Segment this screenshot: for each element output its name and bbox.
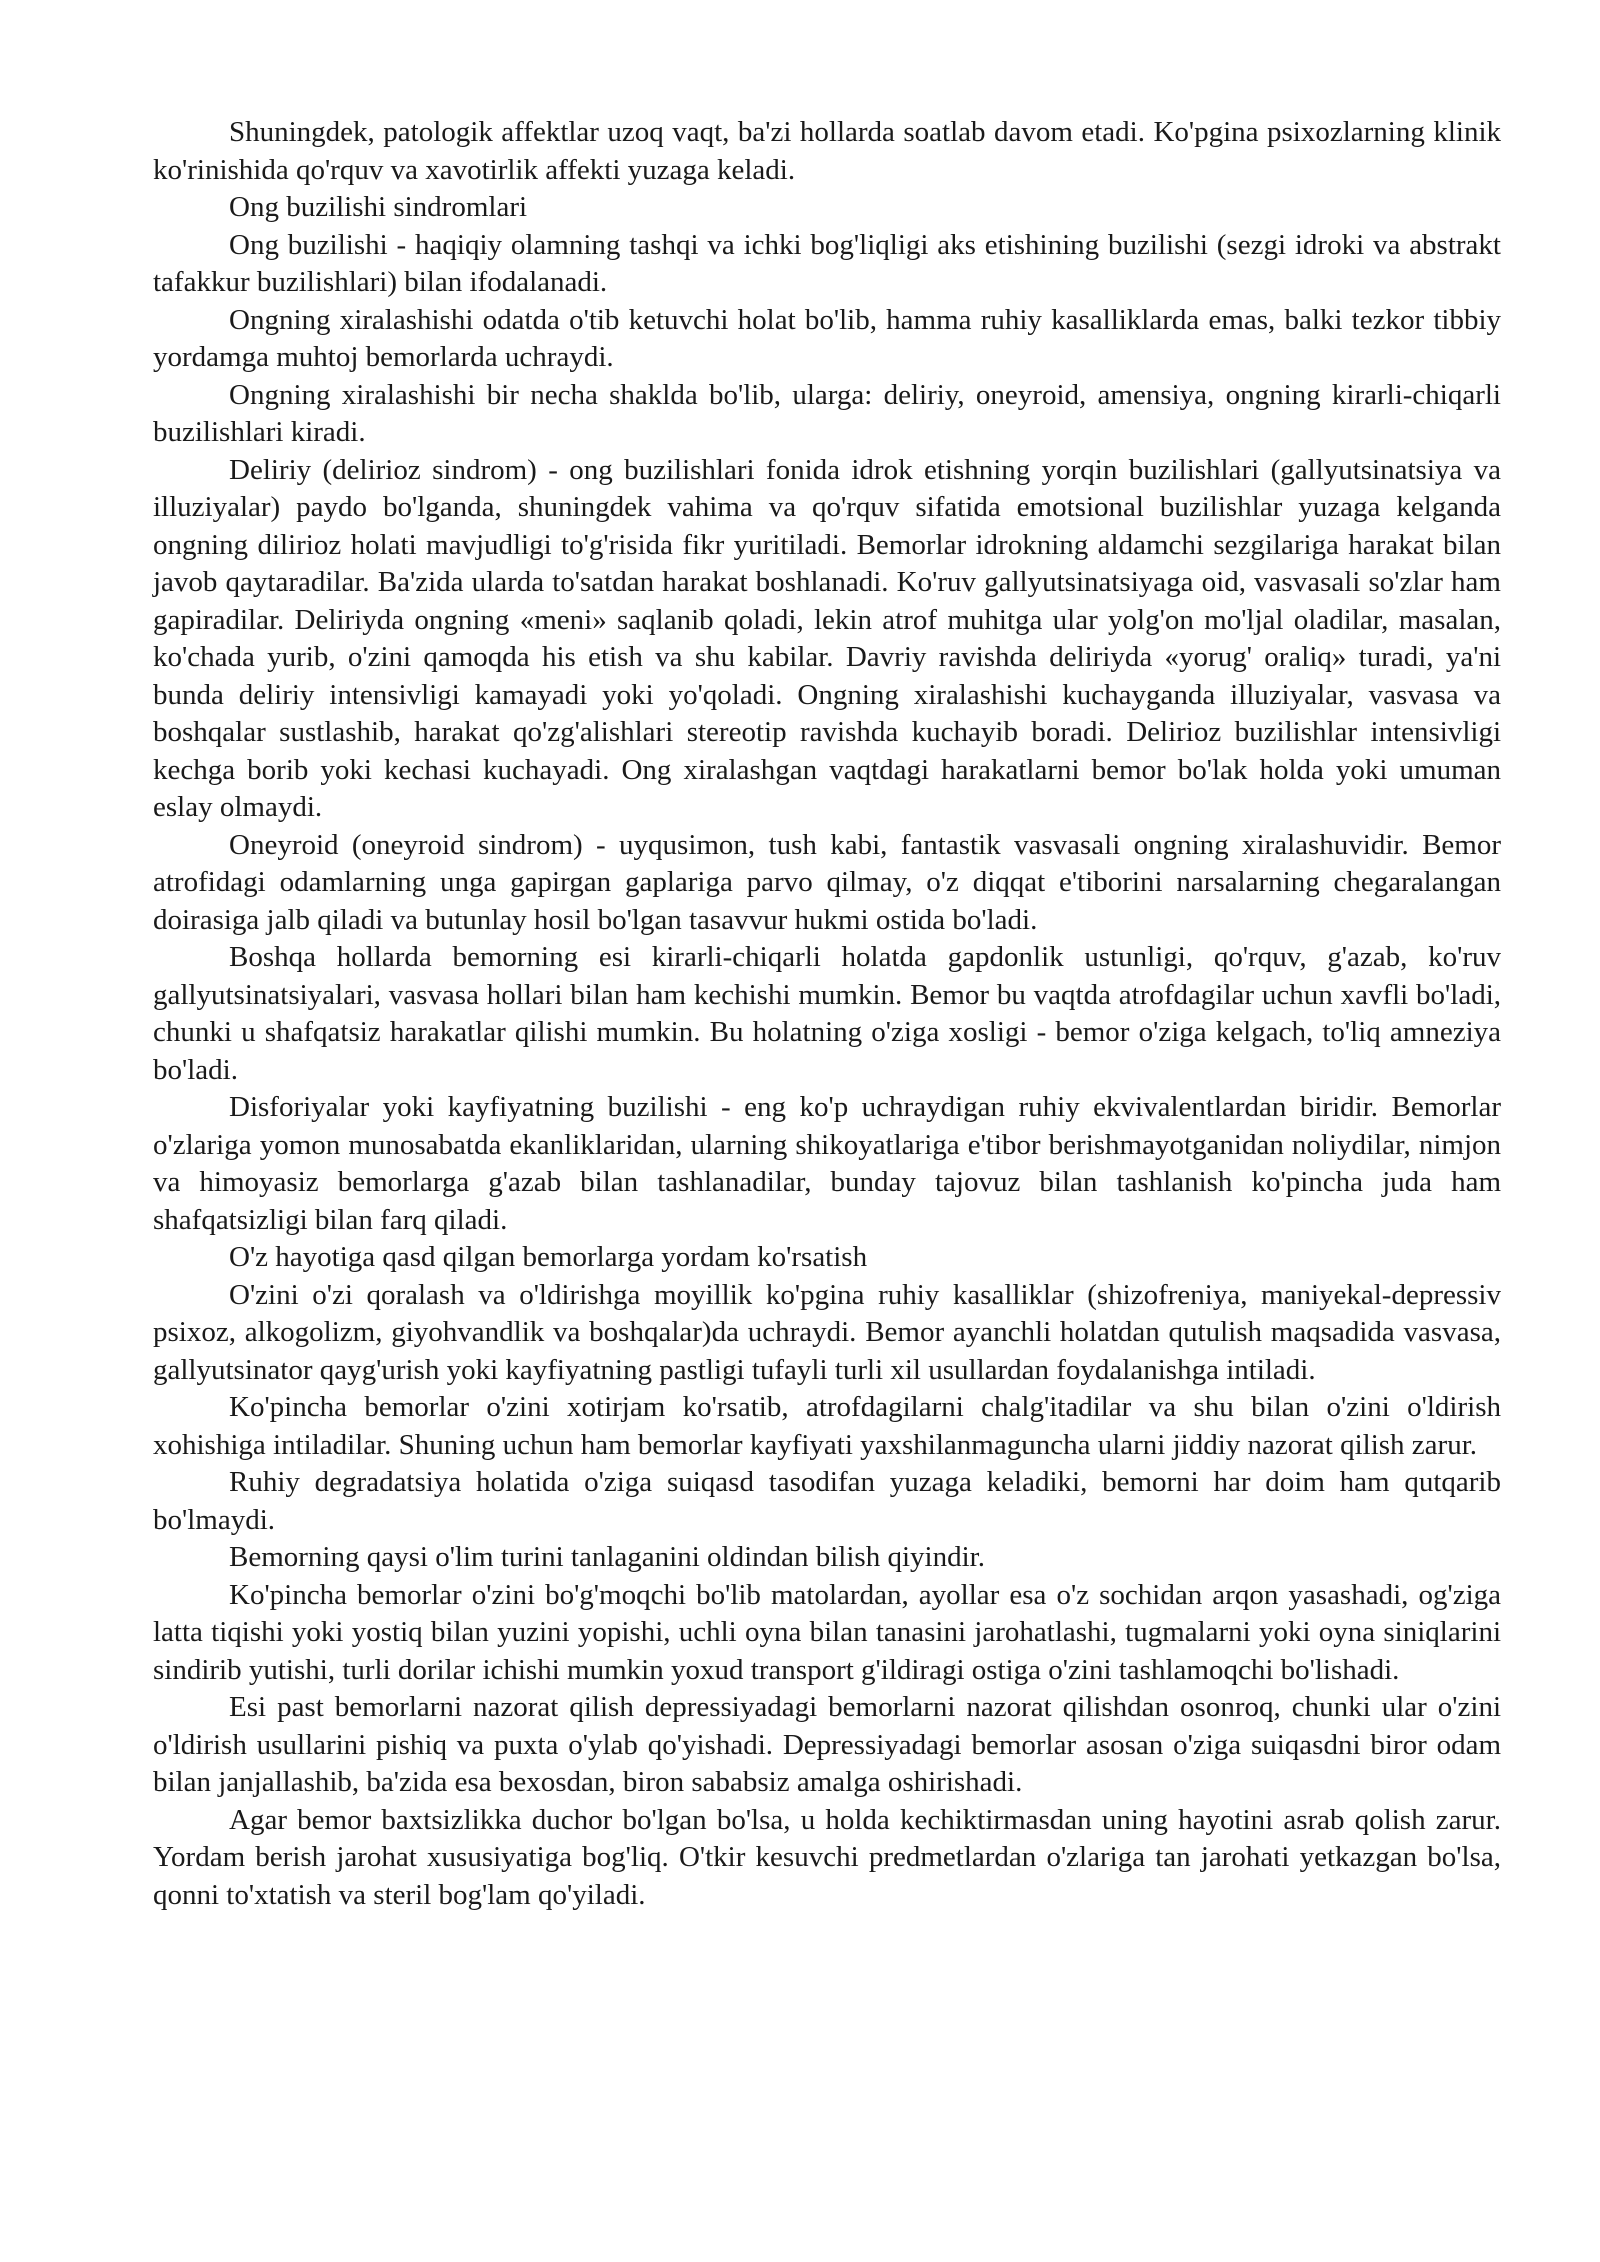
section-heading: O'z hayotiga qasd qilgan bemorlarga yordam ko'rsatish — [229, 1241, 868, 1273]
section-heading: Ong buzilishi sindromlari — [229, 191, 528, 223]
paragraph: Bemorning qaysi o'lim turini tanlaganini oldindan bilish qiyindir. — [229, 1541, 985, 1573]
paragraph: Ko'pincha bemorlar o'zini bo'g'moqchi bo'lib matolardan, ayollar esa o'z sochidan arqon yasashadi, og'ziga latta tiqishi yoki yostiq bilan yuzini yopishi, uchli oyna bilan tanasini jarohatlashi, tugmalarni yoki oyna siniqlarini sindirib yutishi, turli dorilar ichishi mumkin yoxud transport g'ildiragi ostiga o'zini tashlamoqchi bo'lishadi. — [153, 1578, 1501, 1686]
paragraph: Deliriy (delirioz sindrom) - ong buzilishlari fonida idrok etishning yorqin buzilishlari (gallyutsinatsiya va illuziyalar) paydo bo'lganda, shuningdek vahima va qo'rquv sifatida emotsional buzilishlar yuzaga kelganda ongning dilirioz holati mavjudligi to'g'risida fikr yuritiladi. Bemorlar idrokning aldamchi sezgilariga harakat bilan javob qaytaradilar. Ba'zida ularda to'satdan harakat boshlanadi. Ko'ruv gallyutsinatsiyaga oid, vasvasali so'zlar ham gapiradilar. Deliriyda ongning «meni» saqlanib qoladi, lekin atrof muhitga ular yolg'on mo'ljal oladilar, masalan, ko'chada yurib, o'zini qamoqda his etish va shu kabilar. Davriy ravishda deliriyda «yorug' oraliq» turadi, ya'ni bunda deliriy intensivligi kamayadi yoki yo'qoladi. Ongning xiralashishi kuchayganda illuziyalar, vasvasa va boshqalar sustlashib, harakat qo'zg'alishlari stereotip ravishda kuchayib boradi. Delirioz buzilishlar intensivligi kechga borib yoki kechasi kuchayadi. Ong xiralashgan vaqtdagi harakatlarni bemor bo'lak holda yoki umuman eslay olmaydi. — [153, 453, 1501, 823]
paragraph: Oneyroid (oneyroid sindrom) - uyqusimon, tush kabi, fantastik vasvasali ongning xiralashuvidir. Bemor atrofidagi odamlarning unga gapirgan gaplariga parvo qilmay, o'z diqqat e'tiborini narsalarning chegaralangan doirasiga jalb qiladi va butunlay hosil bo'lgan tasavvur hukmi ostida bo'ladi. — [153, 828, 1501, 936]
paragraph: Esi past bemorlarni nazorat qilish depressiyadagi bemorlarni nazorat qilishdan osonroq, chunki ular o'zini o'ldirish usullarini pishiq va puxta o'ylab qo'yishadi. Depressiyadagi bemorlar asosan o'ziga suiqasdni biror odam bilan janjallashib, ba'zida esa bexosdan, biron sababsiz amalga oshirishadi. — [153, 1691, 1501, 1798]
paragraph: O'zini o'zi qoralash va o'ldirishga moyillik ko'pgina ruhiy kasalliklar (shizofreniya, maniyekal-depressiv psixoz, alkogolizm, giyohvandlik va boshqalar)da uchraydi. Bemor ayanchli holatdan qutulish maqsadida vasvasa, gallyutsinator qayg'urish yoki kayfiyatning pastligi tufayli turli xil usullardan foydalanishga intiladi. — [153, 1278, 1501, 1386]
paragraph: Ko'pincha bemorlar o'zini xotirjam ko'rsatib, atrofdagilarni chalg'itadilar va shu bilan o'zini o'ldirish xohishiga intiladilar. Shuning uchun ham bemorlar kayfiyati yaxshilanmaguncha ularni jiddiy nazorat qilish zarur. — [153, 1391, 1501, 1461]
paragraph: Ong buzilishi - haqiqiy olamning tashqi va ichki bog'liqligi aks etishining buzilishi (sezgi idroki va abstrakt tafakkur buzilishlari) bilan ifodalanadi. — [153, 228, 1501, 298]
paragraph: Agar bemor baxtsizlikka duchor bo'lgan bo'lsa, u holda kechiktirmasdan uning hayotini asrab qolish zarur. Yordam berish jarohat xususiyatiga bog'liq. O'tkir kesuvchi predmetlardan o'zlariga tan jarohati yetkazgan bo'lsa, qonni to'xtatish va steril bog'lam qo'yiladi. — [153, 1803, 1501, 1911]
paragraph: Shuningdek, patologik affektlar uzoq vaqt, ba'zi hollarda soatlab davom etadi. Ko'pgina psixozlarning klinik ko'rinishida qo'rquv va xavotirlik affekti yuzaga keladi. — [153, 116, 1501, 186]
paragraph: Ongning xiralashishi bir necha shaklda bo'lib, ularga: deliriy, oneyroid, amensiya, ongning kirarli-chiqarli buzilishlari kiradi. — [153, 378, 1501, 448]
paragraph: Disforiyalar yoki kayfiyatning buzilishi - eng ko'p uchraydigan ruhiy ekvivalentlardan biridir. Bemorlar o'zlariga yomon munosabatda ekanliklaridan, ularning shikoyatlariga e'tibor berishmayotganidan noliydilar, nimjon va himoyasiz bemorlarga g'azab bilan tashlanadilar, bunday tajovuz bilan tashlanish ko'pincha juda ham shafqatsizligi bilan farq qiladi. — [153, 1091, 1501, 1236]
paragraph: Boshqa hollarda bemorning esi kirarli-chiqarli holatda gapdonlik ustunligi, qo'rquv, g'azab, ko'ruv gallyutsinatsiyalari, vasvasa hollari bilan ham kechishi mumkin. Bemor bu vaqtda atrofdagilar uchun xavfli bo'ladi, chunki u shafqatsiz harakatlar qilishi mumkin. Bu holatning o'ziga xosligi - bemor o'ziga kelgach, to'liq amneziya bo'ladi. — [153, 941, 1501, 1086]
paragraph: Ongning xiralashishi odatda o'tib ketuvchi holat bo'lib, hamma ruhiy kasalliklarda emas, balki tezkor tibbiy yordamga muhtoj bemorlarda uchraydi. — [153, 303, 1501, 373]
paragraph: Ruhiy degradatsiya holatida o'ziga suiqasd tasodifan yuzaga keladiki, bemorni har doim ham qutqarib bo'lmaydi. — [153, 1466, 1501, 1536]
document-page — [153, 114, 1501, 1914]
